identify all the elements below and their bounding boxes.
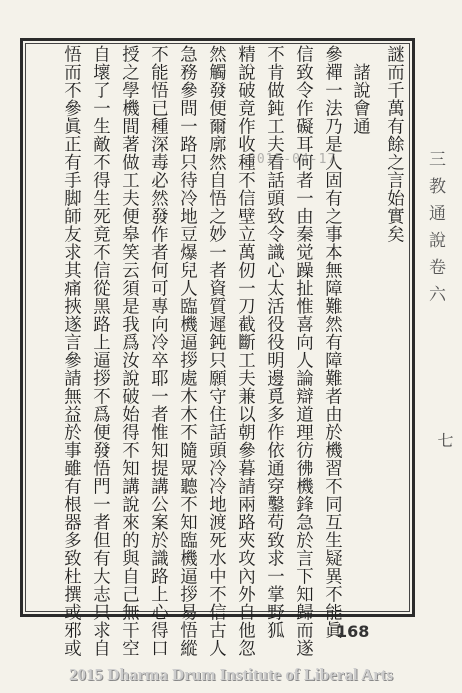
text-column-9: 不能悟已種深毒必然發作者何可專向冷卒耶一者惟知提講公案於識路上心得口 [147, 45, 168, 657]
text-column-8: 急務參問一路只待冷地豆爆兒人臨機逼拶處木木不隨眾聽不知臨機逼拶易悟縱 [176, 45, 197, 657]
page-number: 168 [336, 622, 370, 641]
text-column-12: 悟而不參眞正有手脚師友求其痛挾遂言參請無益於事雖有根器多致杜撰或邪或 [60, 45, 81, 657]
running-title: 三教通說卷六 [425, 150, 445, 312]
text-column-4: 信致令作礙耳何者一由秦觉躁扯惟喜向人論辯道理彷彿機鋒急於言下知歸而遂 [292, 45, 313, 657]
text-column-11: 自壞了一生敵不得生死竟不信從黑路上逼拶不爲便發悟門一者但有大志只求自 [89, 45, 110, 657]
text-column-10: 授之學機間著做工夫便皋笑云須是我爲汝說破始得不知講說來的與自己無干空 [118, 45, 139, 657]
text-column-1: 謎而千萬有餘之言始實矣 [383, 45, 404, 243]
text-column-7: 然觸發便爾廓然自悟之妙一者資質遲鈍只願守住話頭冷冷地渡死水中不信古人 [205, 45, 226, 657]
text-column-3: 參禪一法乃是人固有之事本無障難然有障難者由於機習不同互生疑異不能眞 [321, 45, 342, 639]
text-column-5: 不肯做鈍工夫看話頭致令識心太活役役明邊覓多作依通穿鑿苟致求一掌野狐 [263, 45, 284, 639]
leaf-number: 七 [435, 432, 454, 448]
text-column-6: 精說破竟作收種不信壁立萬仞一刀截斷工夫兼以朝參暮請兩路夾攻內外自他忽 [234, 45, 255, 657]
date-stamp: 2015-04-17 [248, 152, 337, 167]
copyright-footer: 2015 Dharma Drum Institute of Liberal Arts [69, 665, 393, 684]
text-column-2: 諸說會通 [349, 45, 370, 135]
